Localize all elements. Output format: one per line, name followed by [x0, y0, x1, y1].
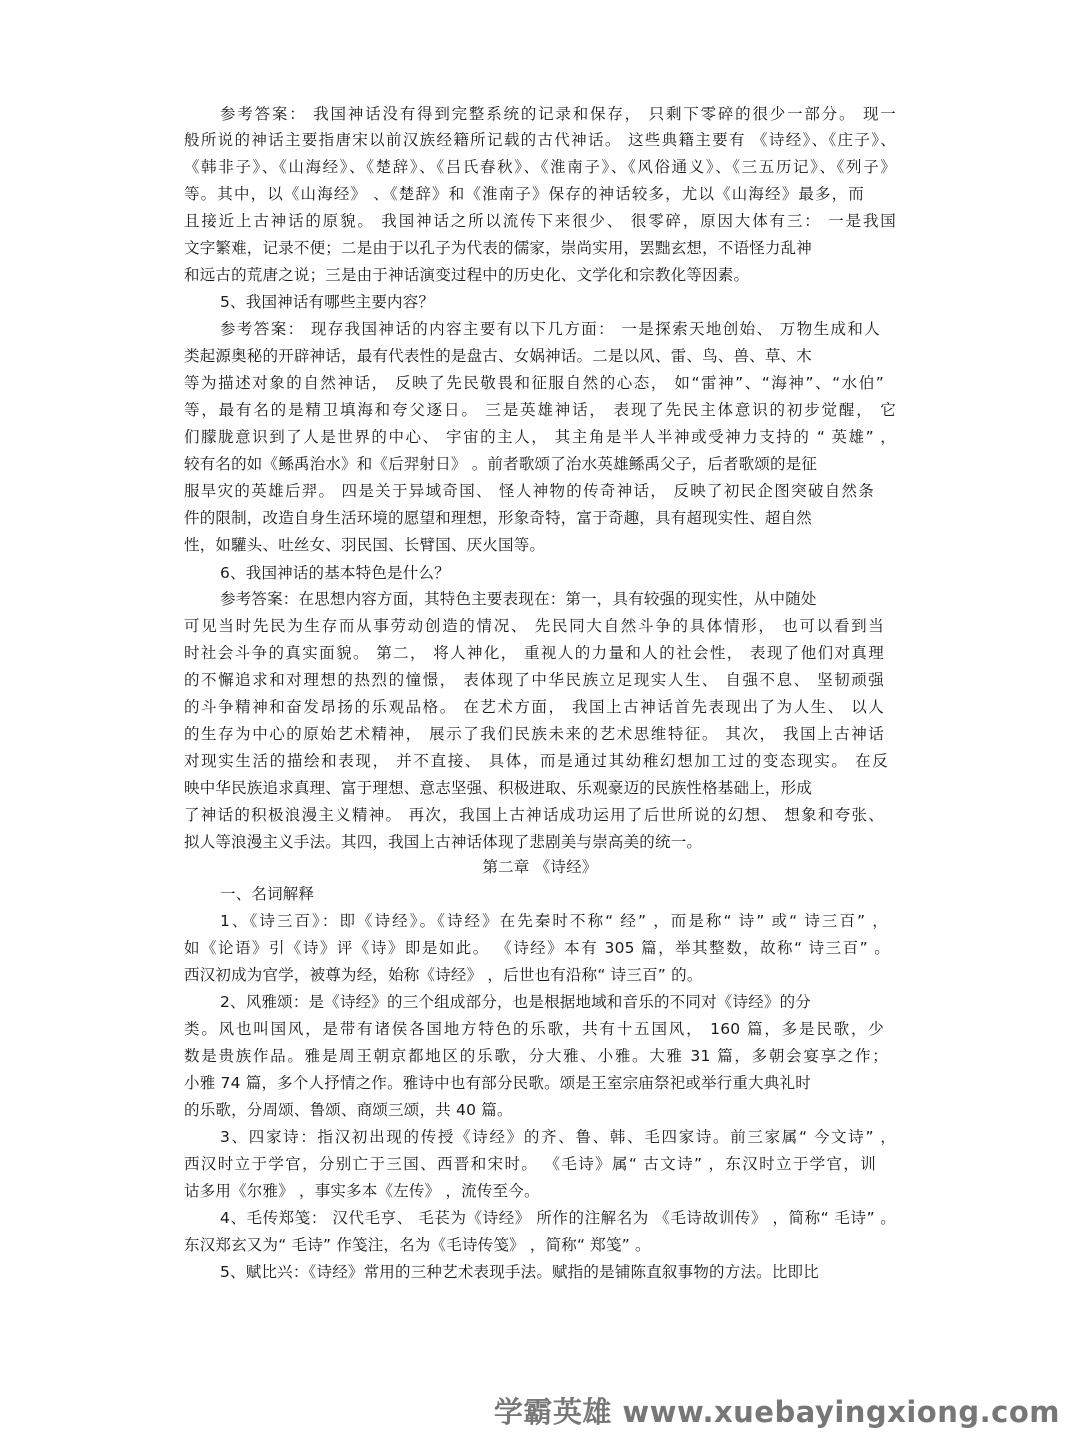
text-line: 小雅 74 篇，多个人抒情之作。雅诗中也有部分民歌。颂是王室宗庙祭祀或举行重大典礼时: [184, 1074, 811, 1092]
text-line: 参考答案： 我国神话没有得到完整系统的记录和保存， 只剩下零碎的很少一部分。 现一: [220, 105, 896, 123]
text-line: 性，如驩头、吐丝女、羽民国、长臂国、厌火国等。: [184, 536, 546, 554]
text-line: 拟人等浪漫主义手法。其四，我国上古神话体现了悲剧美与崇高美的统一。: [184, 833, 703, 851]
text-line: 较有名的如《鲧禹治水》和《后羿射日》 。前者歌颂了治水英雄鲧禹父子，后者歌颂的是征: [184, 455, 818, 473]
text-line: 等。其中，以《山海经》 、《楚辞》和《淮南子》保存的神话较多，尤以《山海经》最多，而: [184, 185, 864, 203]
text-line: 服旱灾的英雄后羿。 四是关于异域奇国、 怪人神物的传奇神话， 反映了初民企图突破自然条: [184, 482, 874, 500]
text-line: 类起源奥秘的开辟神话，最有代表性的是盘古、女娲神话。二是以风、雷、鸟、兽、草、木: [184, 347, 813, 365]
question-heading: 6、我国神话的基本特色是什么？: [220, 564, 450, 582]
text-line: 映中华民族追求真理、富于理想、意志坚强、积极进取、乐观豪迈的民族性格基础上，形成: [184, 779, 813, 797]
text-line: 诂多用《尔雅》 ，事实多本《左传》 ，流传至今。: [184, 1182, 540, 1200]
text-line: 等为描述对象的自然神话， 反映了先民敬畏和征服自然的心态， 如“雷神”、“海神”、“水伯”: [184, 374, 884, 392]
text-line: 对现实生活的描绘和表现， 并不直接、 具体，而是通过其幼稚幻想加工过的变态现实。 在反: [184, 752, 888, 770]
text-line: 5、赋比兴：《诗经》常用的三种艺术表现手法。赋指的是铺陈直叙事物的方法。比即比: [220, 1263, 819, 1281]
text-line: 的生存为中心的原始艺术精神， 展示了我们民族未来的艺术思维特征。 其次， 我国上古神话: [184, 725, 884, 743]
text-line: 西汉初成为官学，被尊为经，始称《诗经》 ，后世也有沿称“ 诗三百” 的。: [184, 966, 703, 984]
text-line: 般所说的神话主要指唐宋以前汉族经籍所记载的古代神话。 这些典籍主要有 《诗经》、《庄子》、: [184, 131, 896, 149]
text-line: 2、风雅颂：是《诗经》的三个组成部分，也是根据地域和音乐的不同对《诗经》的分: [220, 993, 811, 1011]
text-line: 《韩非子》、《山海经》、《楚辞》、《吕氏春秋》、《淮南子》、《风俗通义》、《三五历记》、《列子》: [184, 158, 896, 176]
site-watermark: 学霸英雄 www.xuebayingxiong.com: [493, 1395, 1060, 1429]
text-line: 参考答案： 现存我国神话的内容主要有以下几方面： 一是探索天地创始、 万物生成和人: [220, 320, 880, 338]
text-line: 可见当时先民为生存而从事劳动创造的情况、 先民同大自然斗争的具体情形， 也可以看到当: [184, 617, 884, 635]
text-line: 和远古的荒唐之说；三是由于神话演变过程中的历史化、文学化和宗教化等因素。: [184, 266, 750, 284]
text-line: 且接近上古神话的原貌。 我国神话之所以流传下来很少、 很零碎，原因大体有三： 一是我国: [184, 212, 896, 230]
text-line: 西汉时立于学官，分别亡于三国、西晋和宋时。 《毛诗》属“ 古文诗” ，东汉时立于学官，训: [184, 1155, 876, 1173]
text-line: 3、四家诗：指汉初出现的传授《诗经》的齐、鲁、韩、毛四家诗。前三家属“ 今文诗” ，: [220, 1128, 896, 1146]
text-line: 文字繁难，记录不便；二是由于以孔子为代表的儒家，崇尚实用，罢黜玄想，不语怪力乱神: [184, 239, 813, 257]
text-line: 类。风也叫国风，是带有诸侯各国地方特色的乐歌，共有十五国风， 160 篇，多是民歌，少: [184, 1020, 884, 1038]
text-line: 东汉郑玄又为“ 毛诗” 作笺注，名为《毛诗传笺》 ，简称“ 郑笺” 。: [184, 1236, 651, 1254]
chapter-title: 第二章 《诗经》: [482, 858, 598, 876]
text-line: 件的限制，改造自身生活环境的愿望和理想，形象奇特，富于奇趣，具有超现实性、超自然: [184, 509, 813, 527]
text-line: 数是贵族作品。雅是周王朝京都地区的乐歌，分大雅、小雅。大雅 31 篇，多朝会宴享之作；: [184, 1047, 888, 1065]
text-line: 1、《诗三百》：即《诗经》。《诗经》在先秦时不称“ 经” ，而是称“ 诗” 或“ 诗三百” ，: [220, 912, 888, 930]
text-line: 4、毛传郑笺： 汉代毛亨、 毛苌为《诗经》 所作的注解名为 《毛诗故训传》 ，简称“ 毛诗” 。: [220, 1209, 896, 1227]
text-line: 了神话的积极浪漫主义精神。 再次，我国上古神话成功运用了后世所说的幻想、 想象和夸张、: [184, 806, 884, 824]
text-line: 的乐歌，分周颂、鲁颂、商颂三颂，共 40 篇。: [184, 1101, 513, 1119]
text-line: 们朦胧意识到了人是世界的中心、 宇宙的主人， 其主角是半人半神或受神力支持的 “ 英雄” ，: [184, 428, 896, 446]
text-line: 时社会斗争的真实面貌。 第二， 将人神化， 重视人的力量和人的社会性， 表现了他们对真理: [184, 644, 884, 662]
text-line: 参考答案：在思想内容方面，其特色主要表现在：第一，具有较强的现实性，从中随处: [220, 590, 817, 608]
text-line: 的不懈追求和对理想的热烈的憧憬， 表体现了中华民族立足现实人生、 自强不息、 坚韧顽强: [184, 671, 884, 689]
text-line: 等，最有名的是精卫填海和夸父逐日。 三是英雄神话， 表现了先民主体意识的初步觉醒， 它: [184, 401, 896, 419]
text-line: 的斗争精神和奋发昂扬的乐观品格。 在艺术方面， 我国上古神话首先表现出了为人生、 以人: [184, 698, 884, 716]
section-heading: 一、名词解释: [220, 885, 315, 903]
question-heading: 5、我国神话有哪些主要内容？: [220, 293, 435, 311]
text-line: 如《论语》引《诗》评《诗》即是如此。 《诗经》本有 305 篇，举其整数，故称“ 诗三百” 。: [184, 939, 890, 957]
